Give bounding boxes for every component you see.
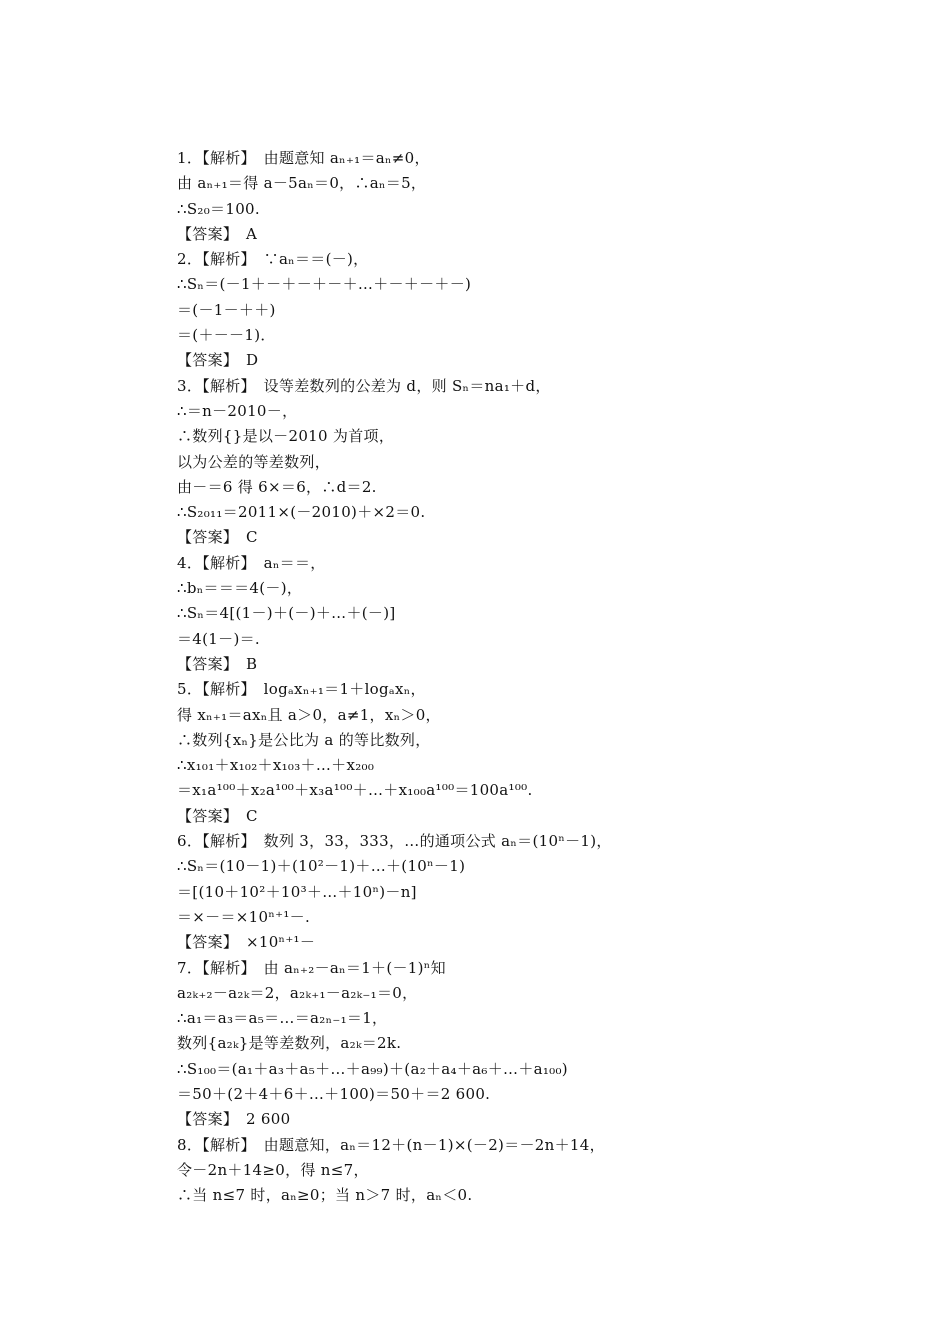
answer-line: 【答案】 C xyxy=(177,528,258,547)
text-line: 1．【解析】 由题意知 aₙ₊₁＝aₙ≠0， xyxy=(177,149,430,167)
text-line: 由－＝6 得 6×＝6，∴d＝2. xyxy=(177,477,377,496)
text-line: 数列{a₂ₖ}是等差数列，a₂ₖ＝2k. xyxy=(177,1034,402,1053)
text-line: ∴＝n－2010－， xyxy=(177,401,298,420)
text-line: 6．【解析】 数列 3，33，333，…的通项公式 aₙ＝(10ⁿ－1)， xyxy=(177,832,612,851)
text-line: 5．【解析】 logₐxₙ₊₁＝1＋logₐxₙ， xyxy=(177,680,426,699)
text-line: ∴当 n≤7 时，aₙ≥0；当 n＞7 时，aₙ＜0. xyxy=(177,1186,473,1205)
text-line: ∴S₁₀₀＝(a₁＋a₃＋a₅＋…＋a₉₉)＋(a₂＋a₄＋a₆＋…＋a₁₀₀) xyxy=(177,1059,568,1078)
answer-line: 【答案】 ×10ⁿ⁺¹－ xyxy=(177,933,316,952)
text-line: ∴Sₙ＝4[(1－)＋(－)＋…＋(－)] xyxy=(177,604,396,623)
text-line: a₂ₖ₊₂－a₂ₖ＝2，a₂ₖ₊₁－a₂ₖ₋₁＝0， xyxy=(177,983,418,1002)
text-line: ∴数列{}是以－2010 为首项， xyxy=(177,427,395,446)
text-line: ＝4(1－)＝. xyxy=(177,629,260,648)
answer-line: 【答案】 A xyxy=(177,224,258,243)
answer-line: 【答案】 B xyxy=(177,654,258,673)
text-line: ＝(－1－＋＋) xyxy=(177,300,276,319)
text-line: 4．【解析】 aₙ＝＝， xyxy=(177,553,326,572)
answer-line: 【答案】 C xyxy=(177,806,258,825)
answer-line: 【答案】 2 600 xyxy=(177,1110,291,1129)
text-line: ∴a₁＝a₃＝a₅＝…＝a₂ₙ₋₁＝1， xyxy=(177,1009,388,1028)
text-line: ＝(＋－－1)． xyxy=(177,326,276,345)
text-line: ∴Sₙ＝(－1＋－＋－＋－＋…＋－＋－＋－) xyxy=(177,275,472,294)
text-line: ∴S₂₀＝100. xyxy=(177,199,260,218)
text-line: ＝[(10＋10²＋10³＋…＋10ⁿ)－n] xyxy=(177,882,417,901)
text-line: ∴数列{xₙ}是公比为 a 的等比数列， xyxy=(177,730,431,749)
text-line: 7．【解析】 由 aₙ₊₂－aₙ＝1＋(－1)ⁿ知 xyxy=(177,958,446,977)
text-line: ＝×－＝×10ⁿ⁺¹－. xyxy=(177,907,311,926)
text-line: ＝x₁a¹⁰⁰＋x₂a¹⁰⁰＋x₃a¹⁰⁰＋…＋x₁₀₀a¹⁰⁰＝100a¹⁰⁰. xyxy=(177,781,533,800)
text-line: 令－2n＋14≥0，得 n≤7， xyxy=(177,1160,369,1179)
text-line: 3．【解析】 设等差数列的公差为 d，则 Sₙ＝na₁＋d， xyxy=(177,376,551,395)
text-line: 2．【解析】 ∵aₙ＝＝(－)， xyxy=(177,250,369,269)
text-line: 得 xₙ₊₁＝axₙ且 a＞0，a≠1，xₙ＞0， xyxy=(177,705,441,724)
text-line: 以为公差的等差数列， xyxy=(177,452,331,471)
text-line: ∴S₂₀₁₁＝2011×(－2010)＋×2＝0. xyxy=(177,503,426,522)
text-line: ∴x₁₀₁＋x₁₀₂＋x₁₀₃＋…＋x₂₀₀ xyxy=(177,756,375,775)
text-line: ∴Sₙ＝(10－1)＋(10²－1)＋…＋(10ⁿ－1) xyxy=(177,857,466,876)
text-line: ＝50＋(2＋4＋6＋…＋100)＝50＋＝2 600. xyxy=(177,1084,491,1103)
text-line: ∴bₙ＝＝＝4(－)， xyxy=(177,579,303,598)
answer-line: 【答案】 D xyxy=(177,351,259,370)
solution-text-block xyxy=(177,146,877,1208)
text-line: 由 aₙ₊₁＝得 a－5aₙ＝0，∴aₙ＝5， xyxy=(177,174,427,193)
text-line: 8．【解析】 由题意知，aₙ＝12＋(n－1)×(－2)＝－2n＋14， xyxy=(177,1135,605,1154)
